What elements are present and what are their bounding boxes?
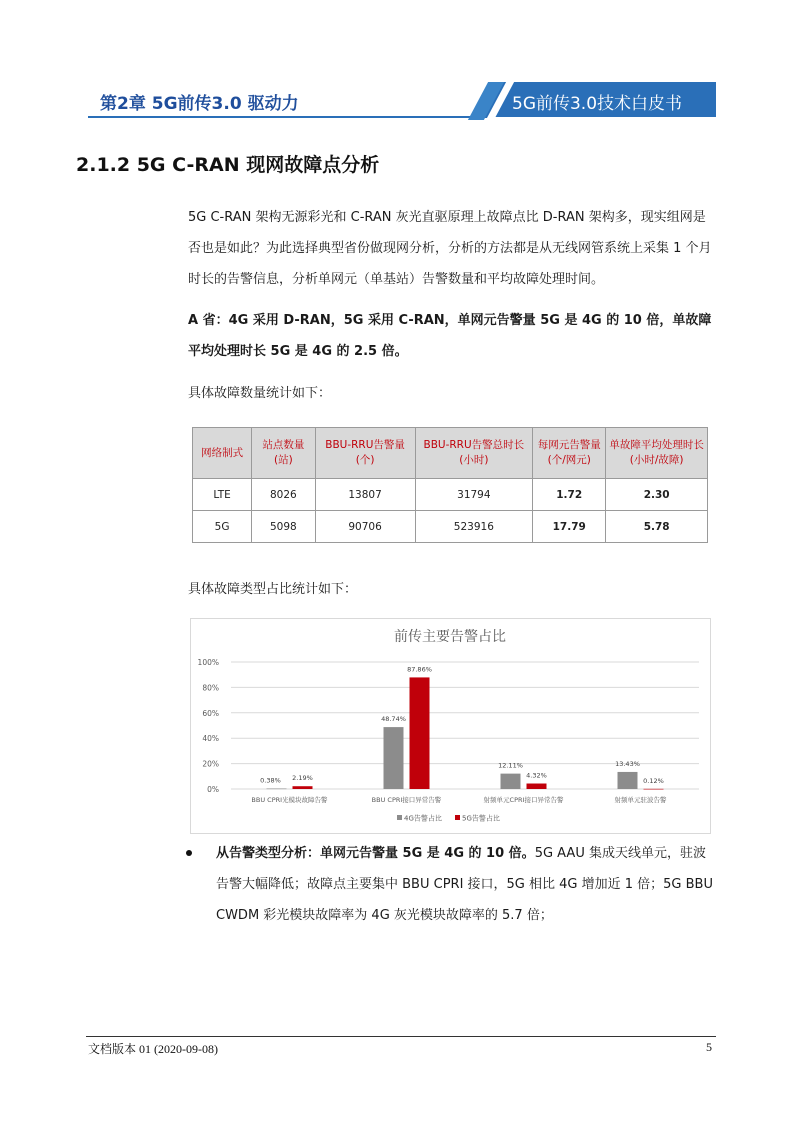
- y-tick-label: 60%: [202, 708, 219, 718]
- chart-bar: [267, 789, 287, 790]
- chapter-title: 第2章 5G前传3.0 驱动力: [100, 94, 299, 114]
- data-label: 4.32%: [526, 771, 547, 780]
- section-title: 2.1.2 5G C-RAN 现网故障点分析: [76, 154, 380, 176]
- col-header: 网络制式: [193, 428, 252, 479]
- table-cell: 5.78: [606, 511, 708, 543]
- legend-label: 4G告警占比: [404, 814, 442, 823]
- bullet-icon: [186, 850, 192, 856]
- bullet-text: 5G AAU 集成天线单元，驻波告警大幅降低；故障点主要集中 BBU CPRI 接口，5G 相比 4G 增加近 1 倍；5G BBU CWDM 彩光模块故障率为 4G 灰光模块故障率的 5.7 倍；: [216, 846, 713, 923]
- data-label: 0.12%: [643, 776, 664, 785]
- x-tick-label: 射频单元驻波告警: [614, 796, 667, 804]
- chart-bar: [384, 727, 404, 789]
- col-header: BBU-RRU告警总时长 (小时): [415, 428, 533, 479]
- data-label: 12.11%: [498, 761, 523, 770]
- col-header: 站点数量 (站): [252, 428, 315, 479]
- alarm-ratio-chart: [190, 618, 711, 834]
- x-tick-label: BBU CPRI光模块故障告警: [251, 796, 328, 804]
- footer-rule: [86, 1036, 716, 1037]
- fault-stats-table: [192, 427, 708, 543]
- table-cell: 5G: [193, 511, 252, 543]
- chart-bar: [293, 786, 313, 789]
- chart-canvas: [191, 619, 710, 833]
- legend-label: 5G告警占比: [462, 814, 500, 823]
- y-tick-label: 20%: [202, 759, 219, 769]
- chart-intro-text: 具体故障类型占比统计如下：: [188, 582, 358, 597]
- legend-swatch: [397, 815, 402, 820]
- table-cell: 13807: [315, 479, 415, 511]
- table-cell: 17.79: [533, 511, 606, 543]
- table-cell: 8026: [252, 479, 315, 511]
- header-rule: [88, 116, 490, 118]
- table-header-row: [193, 428, 708, 479]
- y-tick-label: 0%: [207, 785, 219, 794]
- table-row: [193, 479, 708, 511]
- y-tick-label: 40%: [202, 734, 219, 744]
- y-tick-label: 100%: [197, 658, 219, 667]
- data-label: 13.43%: [615, 759, 640, 768]
- chart-bar: [501, 774, 521, 789]
- table-cell: 31794: [415, 479, 533, 511]
- table-cell: 523916: [415, 511, 533, 543]
- col-header: 每网元告警量 (个/网元): [533, 428, 606, 479]
- conclusion-paragraph: A 省：4G 采用 D-RAN，5G 采用 C-RAN，单网元告警量 5G 是 4G 的 10 倍，单故障平均处理时长 5G 是 4G 的 2.5 倍。: [188, 313, 712, 359]
- book-title: 5G前传3.0技术白皮书: [512, 94, 683, 114]
- table-cell: 90706: [315, 511, 415, 543]
- chart-bar: [644, 789, 664, 790]
- table-row: [193, 511, 708, 543]
- data-label: 87.86%: [407, 665, 432, 674]
- legend-swatch: [455, 815, 460, 820]
- col-header: 单故障平均处理时长 (小时/故障): [606, 428, 708, 479]
- intro-paragraph: 5G C-RAN 架构无源彩光和 C-RAN 灰光直驱原理上故障点比 D-RAN 架构多，现实组网是否也是如此？为此选择典型省份做现网分析，分析的方法都是从无线网管系统上采集 1 个月时长的告警信息，分析单网元（单基站）告警数量和平均故障处理时间。: [188, 210, 712, 287]
- chart-bar: [618, 772, 638, 789]
- table-cell: LTE: [193, 479, 252, 511]
- chart-bar: [410, 677, 430, 789]
- table-cell: 5098: [252, 511, 315, 543]
- x-tick-label: BBU CPRI接口异常告警: [371, 796, 442, 804]
- chart-bar: [527, 784, 547, 789]
- y-tick-label: 80%: [202, 683, 219, 693]
- data-label: 0.38%: [260, 776, 281, 785]
- bullet-lead: 从告警类型分析：单网元告警量 5G 是 4G 的 10 倍。: [216, 846, 535, 861]
- doc-version: 文档版本 01 (2020-09-08): [88, 1042, 218, 1056]
- table-cell: 1.72: [533, 479, 606, 511]
- x-tick-label: 射频单元CPRI接口异常告警: [483, 796, 564, 804]
- page-number: 5: [706, 1040, 712, 1054]
- bullet-paragraph: [216, 838, 716, 931]
- table-intro-text: 具体故障数量统计如下：: [188, 386, 332, 401]
- table-cell: 2.30: [606, 479, 708, 511]
- col-header: BBU-RRU告警量 (个): [315, 428, 415, 479]
- data-label: 48.74%: [381, 715, 406, 724]
- chart-title: 前传主要告警占比: [394, 629, 506, 645]
- data-label: 2.19%: [292, 774, 313, 783]
